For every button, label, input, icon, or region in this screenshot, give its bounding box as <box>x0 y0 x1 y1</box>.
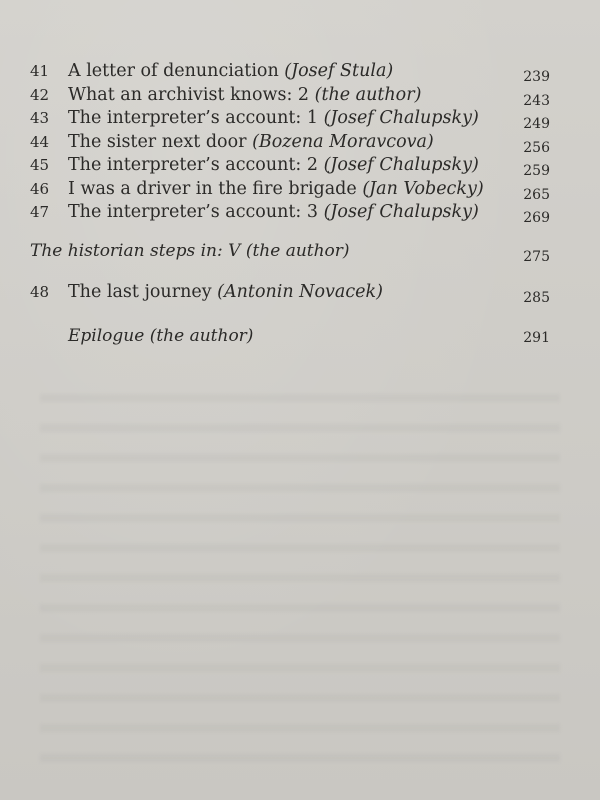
epilogue-author: (the author) <box>149 326 254 346</box>
page-number: 285 <box>523 289 550 306</box>
chapter-number: 43 <box>30 109 50 127</box>
page-number: 259 <box>523 163 550 179</box>
chapter-number: 44 <box>30 132 50 151</box>
chapter-number: 48 <box>30 282 50 301</box>
section-author: (the author) <box>245 240 350 261</box>
chapter-author: (Antonin Novacek) <box>217 281 383 302</box>
page-number: 256 <box>523 139 550 156</box>
page-number: 275 <box>523 248 550 265</box>
chapter-number: 47 <box>30 203 50 221</box>
toc-entry-45 <box>30 154 550 178</box>
chapter-title: I was a driver in the fire brigade (Jan Vobecky) <box>68 178 484 199</box>
toc-entry-47 <box>30 201 550 225</box>
toc-entry-42 <box>30 84 550 108</box>
chapter-author: (Jan Vobecky) <box>362 178 484 199</box>
chapter-author: (the author) <box>314 84 422 105</box>
table-of-contents <box>30 60 550 354</box>
page-number: 249 <box>523 116 550 132</box>
chapter-title: The interpreter’s account: 3 (Josef Chalupsky) <box>68 202 479 222</box>
chapter-number: 42 <box>30 85 50 104</box>
toc-entry-41 <box>30 60 550 84</box>
chapter-number: 46 <box>30 179 50 198</box>
toc-entry-43 <box>30 107 550 131</box>
page-number: 265 <box>523 186 550 203</box>
page-number: 291 <box>523 330 550 346</box>
page-number: 243 <box>523 92 550 109</box>
chapter-title: A letter of denunciation (Josef Stula) <box>68 61 394 81</box>
page-number: 269 <box>523 210 550 226</box>
toc-entry-44 <box>30 131 550 155</box>
chapter-title: The sister next door (Bozena Moravcova) <box>68 131 434 152</box>
toc-entry-48 <box>30 281 550 305</box>
chapter-title: The interpreter’s account: 1 (Josef Chalupsky) <box>68 108 479 128</box>
chapter-title: The last journey (Antonin Novacek) <box>68 281 383 302</box>
chapter-number: 45 <box>30 156 50 174</box>
toc-entry-46 <box>30 178 550 202</box>
section-title: The historian steps in: V (the author) <box>30 240 350 261</box>
toc-epilogue <box>30 324 550 354</box>
chapter-number: 41 <box>30 62 50 80</box>
toc-section-historian <box>30 239 550 279</box>
chapter-author: (Bozena Moravcova) <box>252 131 434 152</box>
epilogue-title: Epilogue (the author) <box>68 326 254 346</box>
chapter-author: (Josef Chalupsky) <box>323 155 479 175</box>
show-through-text <box>40 380 560 780</box>
chapter-title: The interpreter’s account: 2 (Josef Chalupsky) <box>68 155 479 175</box>
page-number: 239 <box>523 69 550 85</box>
chapter-author: (Josef Stula) <box>284 61 394 81</box>
chapter-author: (Josef Chalupsky) <box>323 202 479 222</box>
chapter-title: What an archivist knows: 2 (the author) <box>68 84 422 105</box>
chapter-author: (Josef Chalupsky) <box>323 108 479 128</box>
